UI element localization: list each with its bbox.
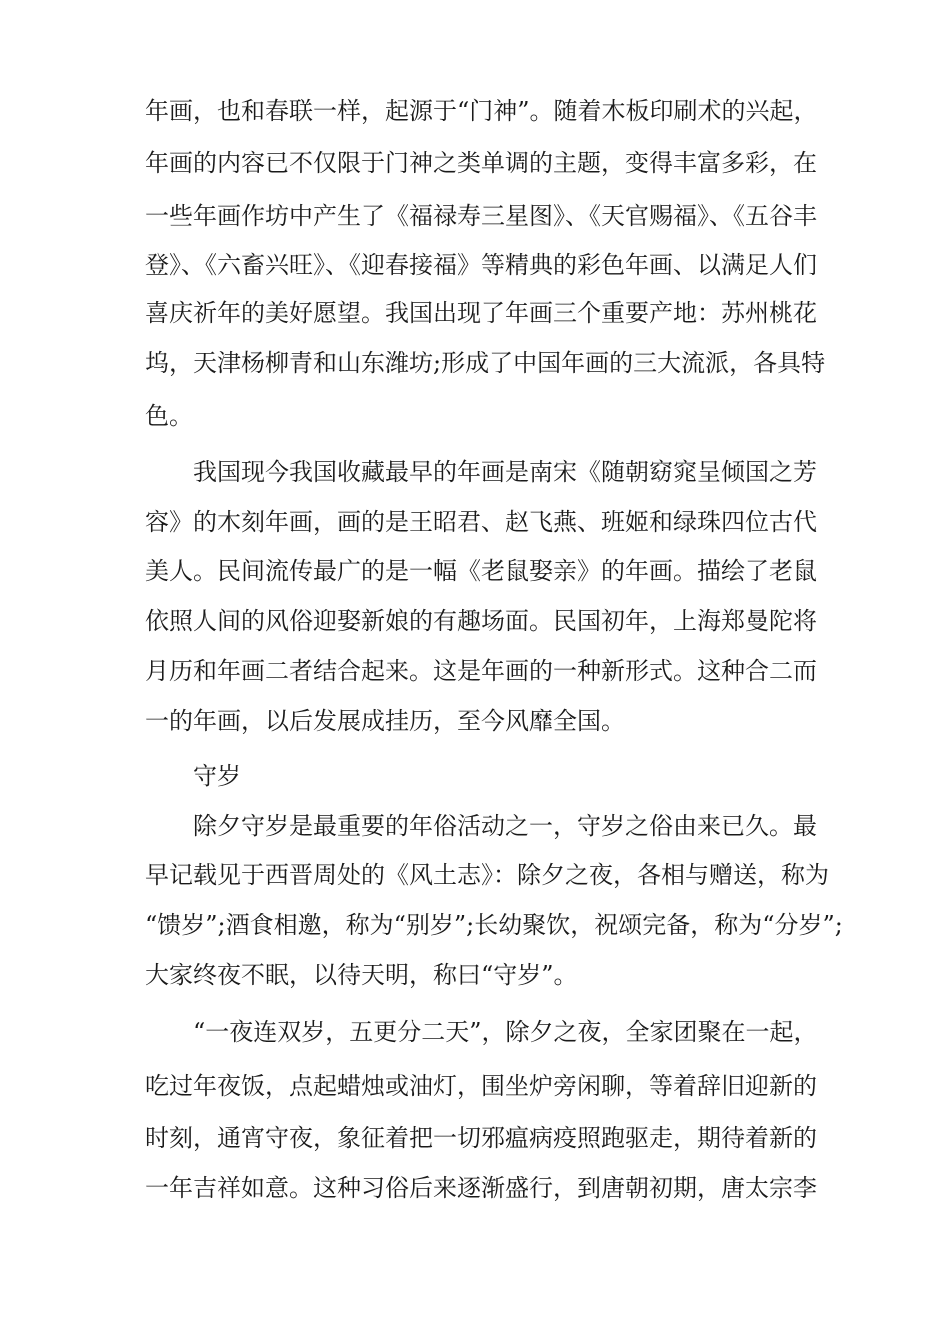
paragraph-1-line-2: 年画的内容已不仅限于门神之类单调的主题，变得丰富多彩，在 (145, 149, 817, 177)
paragraph-3-line-1: 除夕守岁是最重要的年俗活动之一，守岁之俗由来已久。最 (193, 812, 817, 840)
paragraph-2-line-6: 一的年画，以后发展成挂历，至今风靡全国。 (145, 707, 625, 735)
paragraph-2-line-5: 月历和年画二者结合起来。这是年画的一种新形式。这种合二而 (145, 657, 817, 685)
paragraph-1-line-1: 年画，也和春联一样，起源于“门神”。随着木板印刷术的兴起， (145, 97, 818, 125)
paragraph-2-line-2: 容》的木刻年画，画的是王昭君、赵飞燕、班姬和绿珠四位古代 (145, 508, 817, 536)
paragraph-1-line-6: 坞，天津杨柳青和山东潍坊;形成了中国年画的三大流派，各具特 (145, 349, 826, 377)
paragraph-1-line-3: 一些年画作坊中产生了《福禄寿三星图》、《天官赐福》、《五谷丰 (145, 202, 817, 230)
paragraph-2-line-3: 美人。民间流传最广的是一幅《老鼠娶亲》的年画。描绘了老鼠 (145, 557, 817, 585)
paragraph-2-line-4: 依照人间的风俗迎娶新娘的有趣场面。民国初年，上海郑曼陀将 (145, 607, 817, 635)
paragraph-1-line-4: 登》、《六畜兴旺》、《迎春接福》等精典的彩色年画、以满足人们 (145, 251, 817, 279)
paragraph-3-line-4: 大家终夜不眠，以待天明，称曰“守岁”。 (145, 961, 578, 989)
paragraph-4-line-2: 吃过年夜饭，点起蜡烛或油灯，围坐炉旁闲聊，等着辞旧迎新的 (145, 1072, 817, 1100)
paragraph-3-line-3: “馈岁”;酒食相邀，称为“别岁”;长幼聚饮，祝颂完备，称为“分岁”; (145, 911, 843, 939)
paragraph-4-line-1: “一夜连双岁，五更分二天”，除夕之夜，全家团聚在一起， (193, 1018, 818, 1046)
paragraph-3-line-2: 早记载见于西晋周处的《风土志》：除夕之夜，各相与赠送，称为 (145, 861, 829, 889)
paragraph-4-line-4: 一年吉祥如意。这种习俗后来逐渐盛行，到唐朝初期，唐太宗李 (145, 1174, 817, 1202)
paragraph-2-line-1: 我国现今我国收藏最早的年画是南宋《随朝窈窕呈倾国之芳 (193, 458, 817, 486)
paragraph-1-line-7: 色。 (145, 402, 193, 430)
paragraph-1-line-5: 喜庆祈年的美好愿望。我国出现了年画三个重要产地：苏州桃花 (145, 299, 817, 327)
section-heading: 守岁 (193, 762, 241, 790)
paragraph-4-line-3: 时刻，通宵守夜，象征着把一切邪瘟病疫照跑驱走，期待着新的 (145, 1124, 817, 1152)
